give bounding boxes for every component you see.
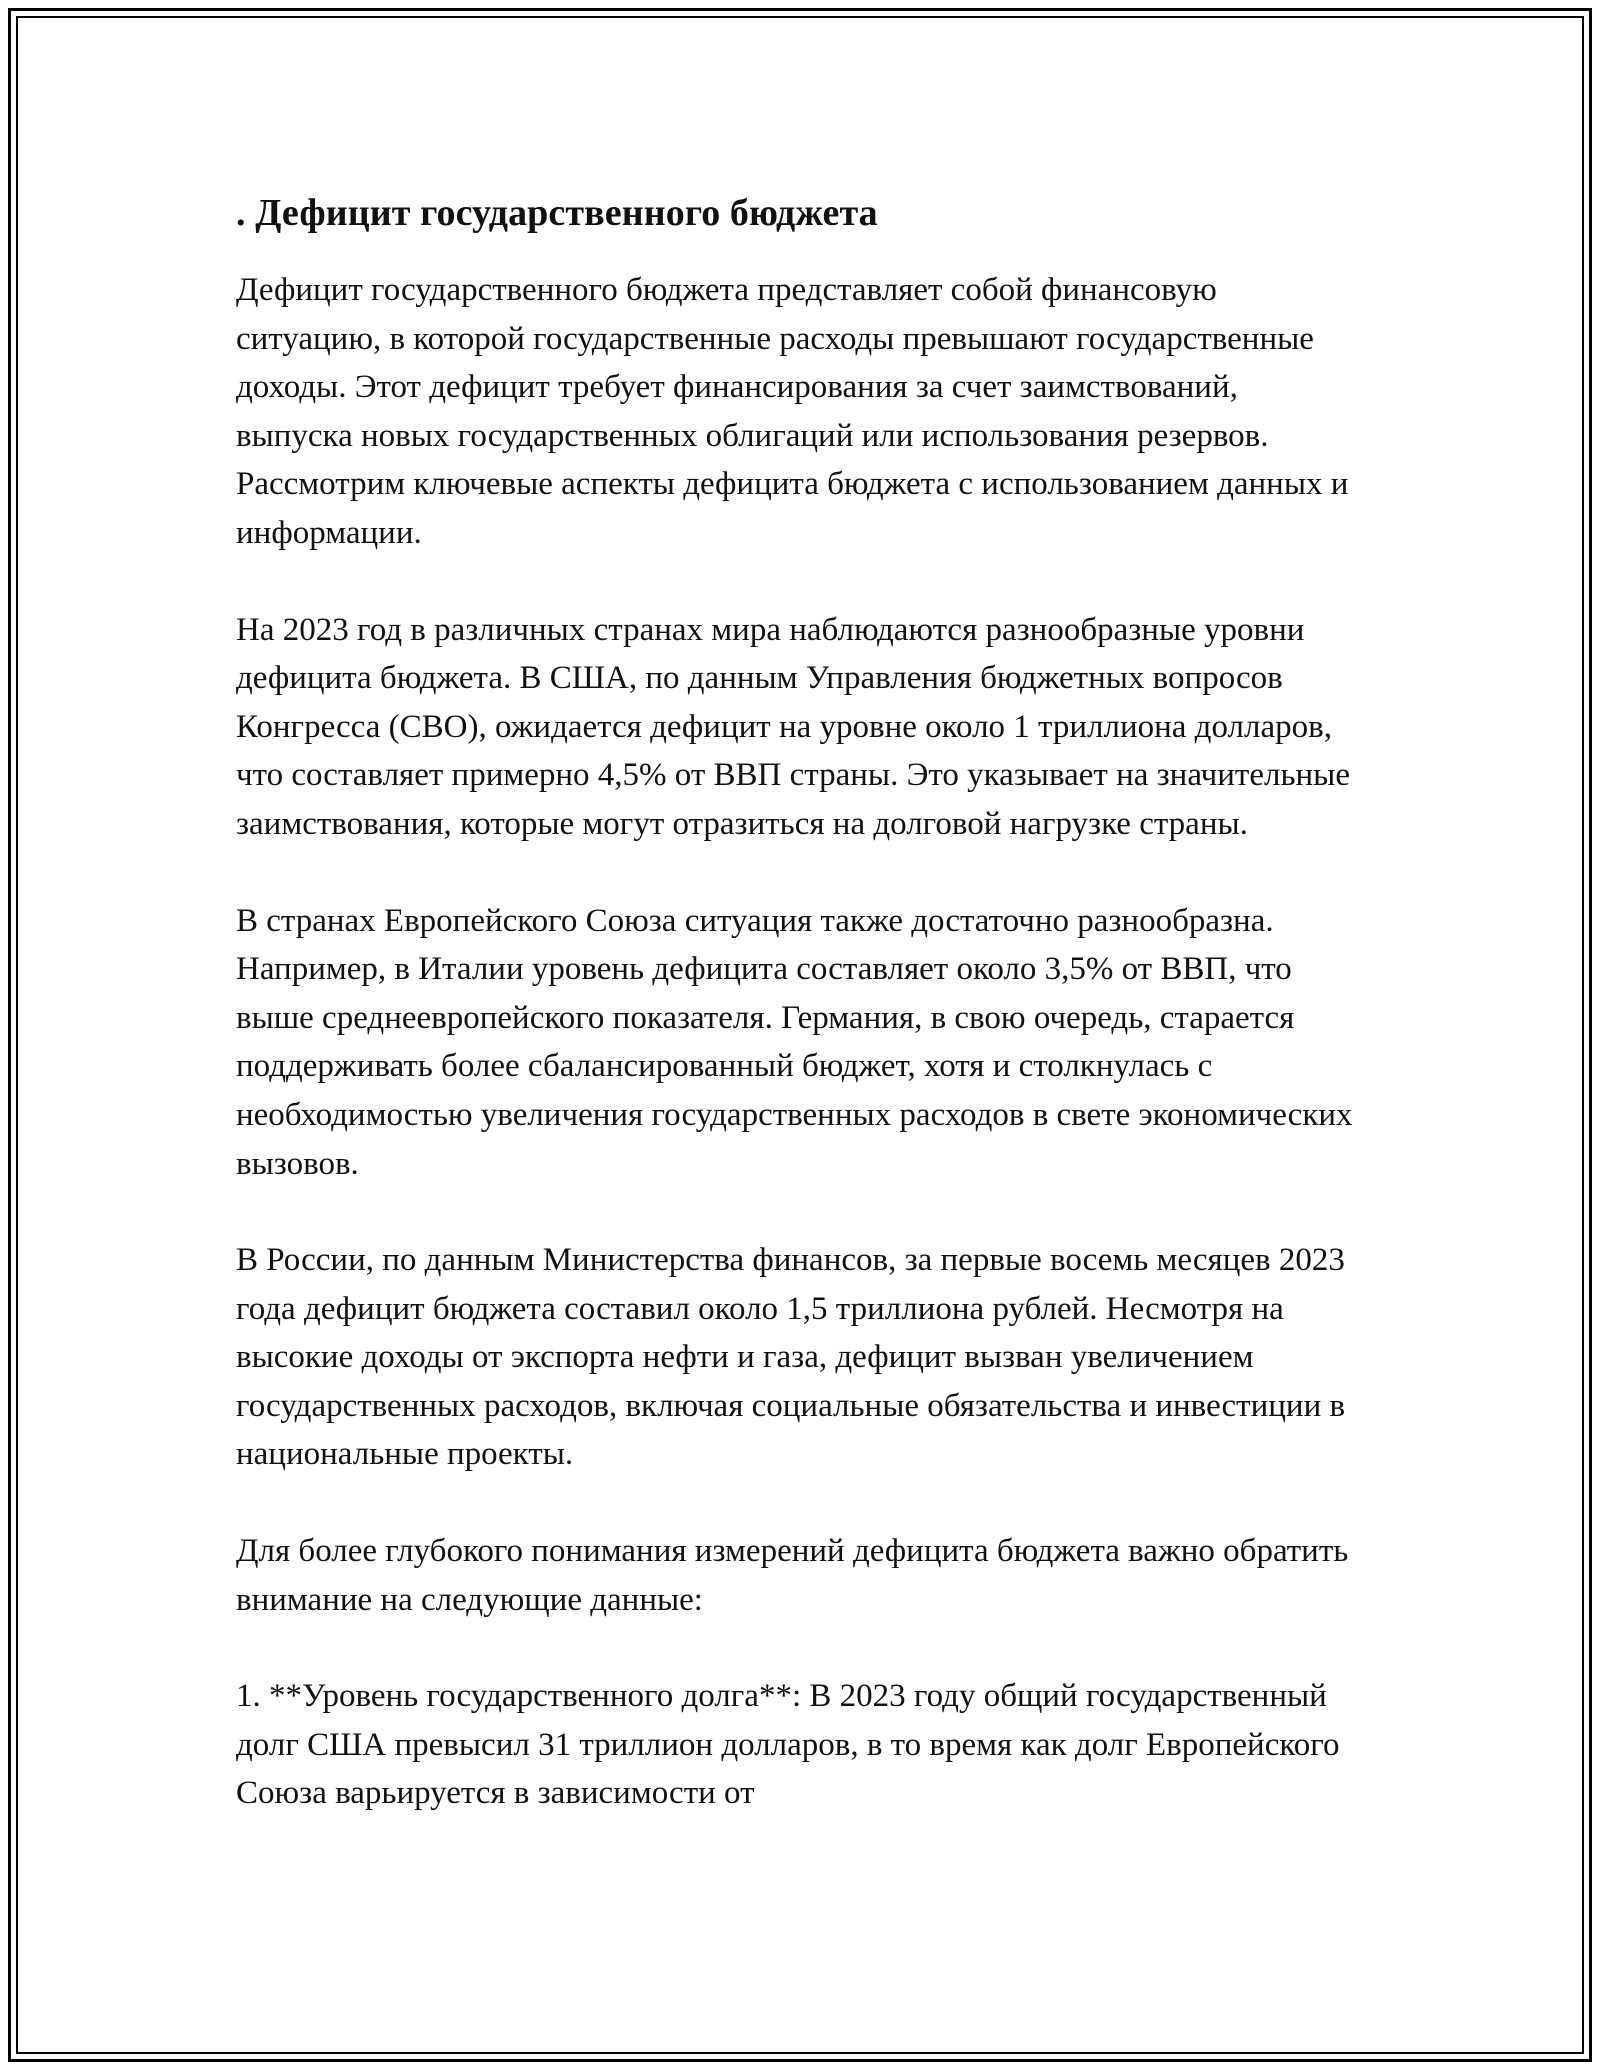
paragraph-definition: Дефицит государственного бюджета представляет собой финансовую ситуацию, в которой государственные расходы превышают государственные доходы. Этот дефицит требует финансирования за счет заимствований, выпуска новых государственных облигаций или использования резервов. Рассмотрим ключевые аспекты дефицита бюджета с использованием данных и информации. — [236, 272, 1349, 551]
paragraph-eu: В странах Европейского Союза ситуация также достаточно разнообразна. Например, в Италии уровень дефицита составляет около 3,5% от ВВП, что выше среднеевропейского показателя. Германия, в свою очередь, старается поддерживать более сбалансированный бюджет, хотя и столкнулась с необходимостью увеличения государственных расходов в свете экономических вызовов. — [236, 902, 1353, 1182]
paragraph-usa: На 2023 год в различных странах мира наблюдаются разнообразные уровни дефицита бюджета. В США, по данным Управления бюджетных вопросов Конгресса (CBO), ожидается дефицит на уровне около 1 триллиона долларов, что составляет примерно 4,5% от ВВП страны. Это указывает на значительные заимствования, которые могут отразиться на долговой нагрузке страны. — [236, 611, 1350, 842]
section-title: . Дефицит государственного бюджета — [236, 192, 878, 234]
paragraph-intro-data: Для более глубокого понимания измерений дефицита бюджета важно обратить внимание на следующие данные: — [236, 1533, 1349, 1618]
document-body — [236, 186, 1356, 1866]
paragraph-russia: В России, по данным Министерства финансов, за первые восемь месяцев 2023 года дефицит бюджета составил около 1,5 триллиона рублей. Несмотря на высокие доходы от экспорта нефти и газа, дефицит вызван увеличением государственных расходов, включая социальные обязательства и инвестиции в национальные проекты. — [236, 1242, 1346, 1473]
list-item-debt-level: 1. **Уровень государственного долга**: В 2023 году общий государственный долг США превысил 31 триллион долларов, в то время как долг Европейского Союза варьируется в зависимости от — [236, 1678, 1340, 1812]
